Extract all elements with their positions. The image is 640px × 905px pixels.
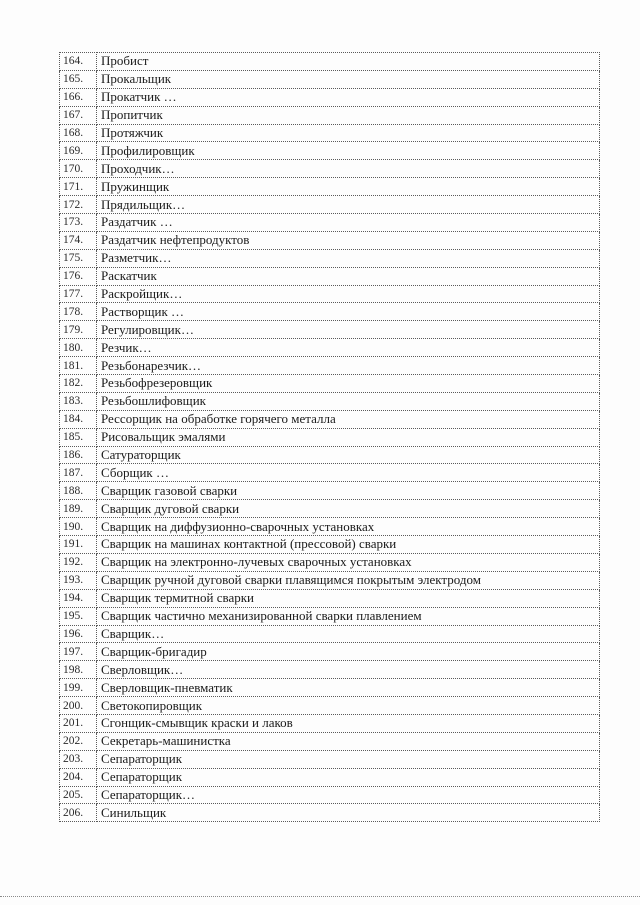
profession-name: Пробист [97,53,600,71]
table-row [60,410,600,428]
profession-name: Сгонщик-смывщик краски и лаков [97,714,600,732]
row-number: 169. [60,142,97,160]
row-number: 186. [60,446,97,464]
row-number: 168. [60,124,97,142]
profession-name: Сварщик термитной сварки [97,589,600,607]
row-number: 175. [60,249,97,267]
row-number: 188. [60,482,97,500]
profession-name: Резьбофрезеровщик [97,375,600,393]
profession-name: Сепараторщик… [97,786,600,804]
table-row [60,625,600,643]
table-row [60,214,600,232]
table-row [60,589,600,607]
profession-name: Раздатчик нефтепродуктов [97,231,600,249]
row-number: 179. [60,321,97,339]
table-row [60,106,600,124]
table-row [60,750,600,768]
table-row [60,786,600,804]
table-row [60,804,600,822]
table-row [60,446,600,464]
profession-name: Сварщик-бригадир [97,643,600,661]
table-row [60,679,600,697]
row-number: 165. [60,70,97,88]
table-row [60,553,600,571]
row-number: 196. [60,625,97,643]
table-row [60,160,600,178]
row-number: 191. [60,536,97,554]
profession-name: Светокопировщик [97,697,600,715]
row-number: 192. [60,553,97,571]
table-row [60,339,600,357]
table-row [60,428,600,446]
table-row [60,661,600,679]
profession-name: Пропитчик [97,106,600,124]
profession-name: Проходчик… [97,160,600,178]
profession-name: Сварщик на машинах контактной (прессовой) сварки [97,536,600,554]
table-row [60,88,600,106]
table-row [60,482,600,500]
row-number: 205. [60,786,97,804]
row-number: 189. [60,500,97,518]
table-row [60,303,600,321]
row-number: 193. [60,571,97,589]
row-number: 182. [60,375,97,393]
table-row [60,607,600,625]
row-number: 181. [60,357,97,375]
profession-name: Секретарь-машинистка [97,732,600,750]
row-number: 185. [60,428,97,446]
table-row [60,500,600,518]
profession-name: Раскройщик… [97,285,600,303]
profession-name: Раздатчик … [97,214,600,232]
profession-name: Регулировщик… [97,321,600,339]
profession-name: Сварщик ручной дуговой сварки плавящимся покрытым электродом [97,571,600,589]
table-row [60,392,600,410]
table-row [60,714,600,732]
profession-name: Сварщик дуговой сварки [97,500,600,518]
row-number: 176. [60,267,97,285]
profession-name: Сборщик … [97,464,600,482]
row-number: 195. [60,607,97,625]
row-number: 164. [60,53,97,71]
row-number: 174. [60,231,97,249]
row-number: 171. [60,178,97,196]
table-row [60,571,600,589]
table-row [60,732,600,750]
table-row [60,178,600,196]
table-body [60,53,600,822]
row-number: 204. [60,768,97,786]
table-row [60,267,600,285]
profession-name: Прядильщик… [97,196,600,214]
row-number: 180. [60,339,97,357]
row-number: 183. [60,392,97,410]
profession-name: Резьбонарезчик… [97,357,600,375]
profession-name: Резьбошлифовщик [97,392,600,410]
row-number: 198. [60,661,97,679]
table-row [60,249,600,267]
table-row [60,643,600,661]
row-number: 203. [60,750,97,768]
profession-name: Сверловщик… [97,661,600,679]
row-number: 194. [60,589,97,607]
row-number: 190. [60,518,97,536]
row-number: 206. [60,804,97,822]
row-number: 170. [60,160,97,178]
profession-name: Синильщик [97,804,600,822]
table-row [60,464,600,482]
row-number: 166. [60,88,97,106]
profession-name: Сварщик… [97,625,600,643]
page-bottom-divider [0,896,640,897]
row-number: 187. [60,464,97,482]
profession-name: Сварщик на электронно-лучевых сварочных установках [97,553,600,571]
row-number: 201. [60,714,97,732]
row-number: 167. [60,106,97,124]
row-number: 184. [60,410,97,428]
table-row [60,518,600,536]
row-number: 177. [60,285,97,303]
profession-name: Сепараторщик [97,750,600,768]
profession-name: Растворщик … [97,303,600,321]
profession-name: Разметчик… [97,249,600,267]
profession-name: Сварщик газовой сварки [97,482,600,500]
row-number: 178. [60,303,97,321]
profession-name: Протяжчик [97,124,600,142]
row-number: 173. [60,214,97,232]
row-number: 172. [60,196,97,214]
profession-name: Профилировщик [97,142,600,160]
table-row [60,375,600,393]
table-row [60,124,600,142]
row-number: 197. [60,643,97,661]
table-row [60,285,600,303]
profession-name: Раскатчик [97,267,600,285]
profession-name: Сепараторщик [97,768,600,786]
row-number: 200. [60,697,97,715]
row-number: 199. [60,679,97,697]
profession-name: Рессорщик на обработке горячего металла [97,410,600,428]
profession-table [59,52,600,822]
table-row [60,142,600,160]
profession-name: Прокатчик … [97,88,600,106]
profession-name: Сварщик частично механизированной сварки плавлением [97,607,600,625]
profession-name: Пружинщик [97,178,600,196]
profession-name: Сатураторщик [97,446,600,464]
table-row [60,357,600,375]
profession-name: Сверловщик-пневматик [97,679,600,697]
table-row [60,536,600,554]
table-row [60,196,600,214]
profession-name: Рисовальщик эмалями [97,428,600,446]
profession-name: Резчик… [97,339,600,357]
table-row [60,70,600,88]
profession-name: Прокальщик [97,70,600,88]
table-row [60,231,600,249]
table-row [60,697,600,715]
table-row [60,321,600,339]
table-row [60,768,600,786]
profession-name: Сварщик на диффузионно-сварочных установках [97,518,600,536]
row-number: 202. [60,732,97,750]
table-row [60,53,600,71]
